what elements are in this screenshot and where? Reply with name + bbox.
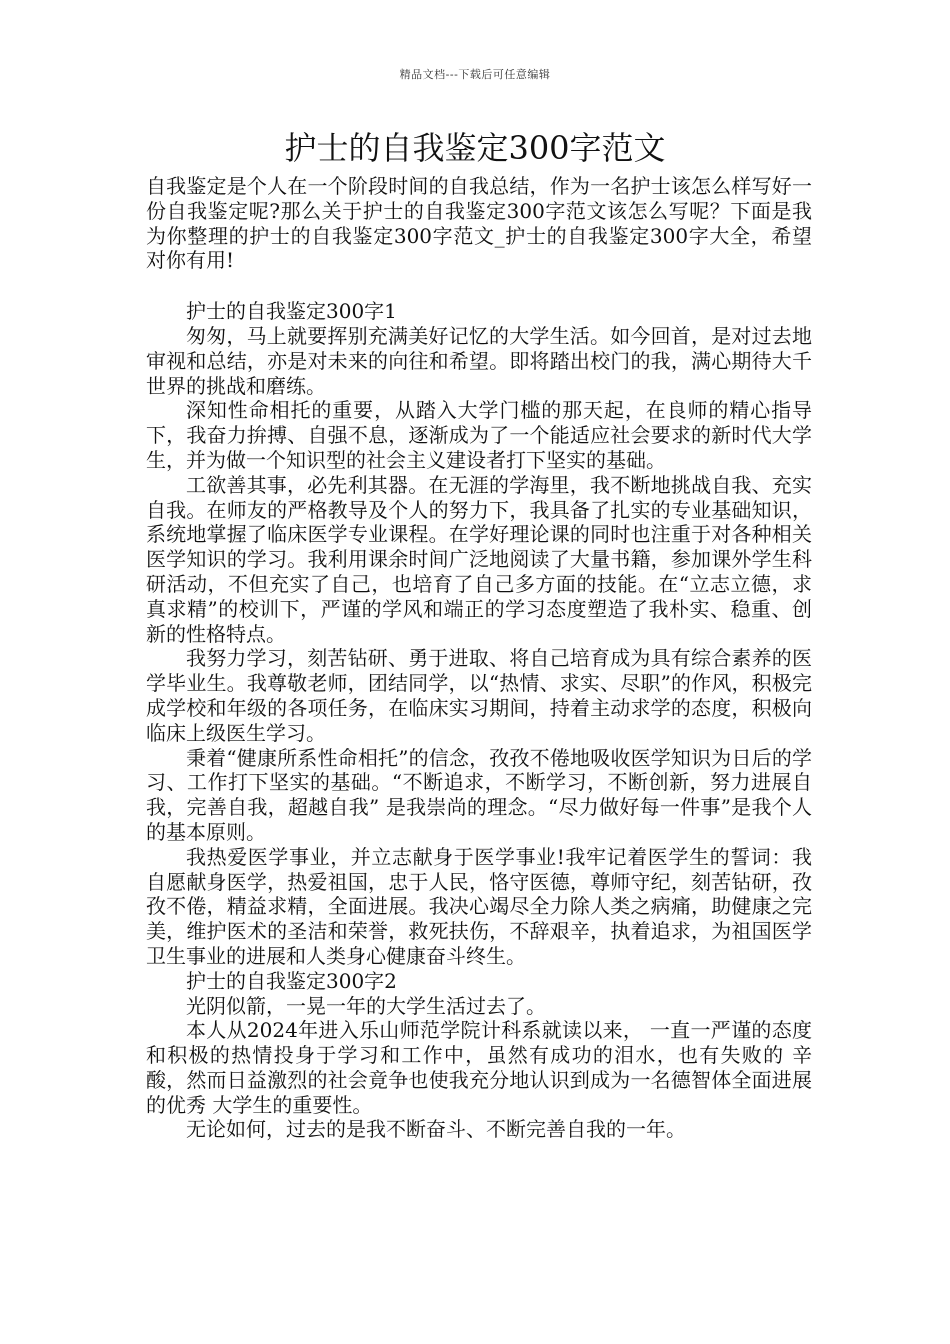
section-heading-1: 护士的自我鉴定300字1 bbox=[186, 299, 397, 324]
body-paragraph: 秉着“健康所系性命相托”的信念，孜孜不倦地吸收医学知识为日后的学习、工作打下坚实的基础。“不断追求，不断学习，不断创新，努力进展自我，完善自我，超越自我” 是我崇尚的理念。“尽力做好每一件事”是我个人的基本原则。 bbox=[146, 745, 812, 844]
header-note: 精品文档---下载后可任意编辑 bbox=[399, 68, 551, 81]
intro-paragraph: 自我鉴定是个人在一个阶段时间的自我总结，作为一名护士该怎么样写好一份自我鉴定呢?那么关于护士的自我鉴定300字范文该怎么写呢？下面是我为你整理的护士的自我鉴定300字范文_护士的自我鉴定300字大全，希望对你有用! bbox=[146, 174, 812, 273]
body-paragraph: 工欲善其事，必先利其器。在无涯的学海里，我不断地挑战自我、充实自我。在师友的严格教导及个人的努力下，我具备了扎实的专业基础知识，系统地掌握了临床医学专业课程。在学好理论课的同时也注重于对各种相关医学知识的学习。我利用课余时间广泛地阅读了大量书籍，参加课外学生科研活动，不但充实了自己，也培育了自己多方面的技能。在“立志立德，求真求精”的校训下，严谨的学风和端正的学习态度塑造了我朴实、稳重、创新的性格特点。 bbox=[146, 472, 812, 646]
body-paragraph: 匆匆，马上就要挥别充满美好记忆的大学生活。如今回首，是对过去地审视和总结，亦是对未来的向往和希望。即将踏出校门的我，满心期待大千世界的挑战和磨练。 bbox=[146, 323, 812, 398]
document-title: 护士的自我鉴定300字范文 bbox=[284, 129, 666, 167]
body-paragraph: 深知性命相托的重要，从踏入大学门槛的那天起，在良师的精心指导下，我奋力拚搏、自强不息，逐渐成为了一个能适应社会要求的新时代大学生，并为做一个知识型的社会主义建设者打下坚实的基础。 bbox=[146, 398, 812, 472]
document-body bbox=[146, 174, 812, 1142]
body-paragraph: 我努力学习，刻苦钻研、勇于进取、将自己培育成为具有综合素养的医学毕业生。我尊敬老师，团结同学，以“热情、求实、尽职”的作风，积极完成学校和年级的各项任务，在临床实习期间，持着主动求学的态度，积极向临床上级医生学习。 bbox=[146, 646, 812, 745]
body-paragraph: 本人从2024年进入乐山师范学院计科系就读以来， 一直一严谨的态度和积极的热情投身于学习和工作中，虽然有成功的泪水，也有失败的 辛酸，然而日益激烈的社会竟争也使我充分地认识到成为一名德智体全面进展的优秀 大学生的重要性。 bbox=[146, 1018, 812, 1117]
body-paragraph: 我热爱医学事业，并立志献身于医学事业!我牢记着医学生的誓词：我自愿献身医学，热爱祖国，忠于人民，恪守医德，尊师守纪，刻苦钻研，孜孜不倦，精益求精，全面进展。我决心竭尽全力除人类之病痛，助健康之完美，维护医术的圣洁和荣誉，救死扶伤，不辞艰辛，执着追求，为祖国医学卫生事业的进展和人类身心健康奋斗终生。 bbox=[146, 844, 812, 968]
body-paragraph: 光阴似箭，一晃一年的大学生活过去了。 bbox=[186, 993, 546, 1018]
section-heading-2: 护士的自我鉴定300字2 bbox=[186, 968, 397, 993]
body-paragraph: 无论如何，过去的是我不断奋斗、不断完善自我的一年。 bbox=[186, 1117, 686, 1142]
